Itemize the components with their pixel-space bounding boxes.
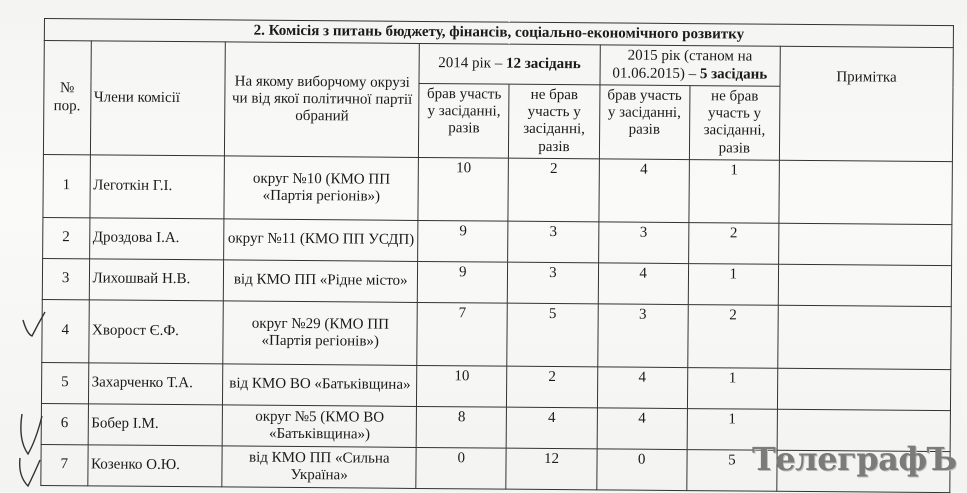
- attended-2014: 10: [418, 157, 509, 221]
- year-2014-sessions: 12 засідань: [505, 55, 581, 73]
- not-attended-2015: 2: [688, 304, 779, 368]
- header-members: Члени комісії: [90, 41, 226, 156]
- year-2015-sessions: 5 засідань: [699, 65, 768, 83]
- not-attended-2014: 2: [508, 158, 599, 222]
- member-district: округ №11 (КМО ПП УСДП): [224, 219, 418, 262]
- member-district: округ №5 (КМО ВО «Батьківщина»): [223, 405, 417, 448]
- year-2015-label: 2015 рік (станом на 01.06.2015) –: [612, 47, 753, 82]
- not-attended-2015: 1: [689, 159, 780, 223]
- member-name: Бобер І.М.: [88, 404, 223, 446]
- year-2014-label: 2014 рік –: [438, 54, 507, 72]
- not-attended-2014: 2: [507, 366, 598, 408]
- attended-2014: 10: [417, 365, 508, 407]
- row-number: 1: [43, 154, 90, 217]
- attended-2015: 4: [597, 408, 688, 450]
- note-cell: [779, 223, 952, 265]
- member-district: округ №10 (КМО ПП «Партія регіонів»): [224, 156, 418, 221]
- attended-2014: 9: [418, 220, 509, 262]
- note-cell: [779, 160, 953, 224]
- table-row: [42, 299, 951, 369]
- header-2014-not-attended: не брав участь у засіданні, разів: [509, 84, 600, 159]
- not-attended-2014: 5: [507, 303, 598, 367]
- not-attended-2015: 2: [688, 222, 779, 264]
- member-name: Захарченко Т.А.: [88, 363, 223, 405]
- member-district: від КМО ВО «Батьківщина»: [223, 364, 417, 407]
- telegraf-watermark-logo: ТелеграфЪ: [752, 440, 957, 478]
- attended-2014: 0: [416, 447, 507, 489]
- attended-2014: 8: [416, 406, 507, 448]
- table-row: [43, 154, 952, 224]
- member-name: Хворост Є.Ф.: [88, 300, 223, 364]
- member-name: Дроздова І.А.: [89, 218, 224, 260]
- note-cell: [777, 368, 950, 410]
- row-number: 3: [42, 258, 89, 299]
- attended-2015: 4: [598, 159, 689, 223]
- attended-2015: 4: [598, 263, 689, 305]
- member-name: Козенко О.Ю.: [87, 445, 222, 487]
- row-number: 2: [43, 217, 90, 258]
- member-name: Лихошвай Н.В.: [89, 259, 224, 301]
- not-attended-2015: 1: [687, 408, 778, 450]
- attended-2015: 0: [596, 449, 687, 491]
- attended-2014: 9: [417, 261, 508, 303]
- header-2015-not-attended: не брав участь у засіданні, разів: [689, 85, 780, 160]
- header-district: На якому виборчому окрузі чи від якої політичної партії обраний: [225, 42, 420, 157]
- member-name: Леготкін Г.І.: [89, 155, 224, 219]
- note-cell: [778, 305, 952, 369]
- table-row: [42, 258, 951, 306]
- attended-2015: 4: [597, 367, 688, 409]
- header-note: Примітка: [779, 47, 953, 162]
- header-year-2015: [600, 45, 781, 86]
- pen-check-mark-icon: [18, 310, 48, 340]
- not-attended-2014: 12: [506, 448, 597, 490]
- table-row: [43, 217, 952, 265]
- not-attended-2014: 3: [508, 221, 599, 263]
- row-number: 7: [41, 444, 88, 485]
- member-district: від КМО ПП «Сильна Україна»: [222, 446, 416, 489]
- commission-table: [40, 18, 954, 493]
- not-attended-2014: 3: [508, 262, 599, 304]
- row-number: 4: [42, 299, 89, 362]
- not-attended-2014: 4: [506, 407, 597, 449]
- member-district: округ №29 (КМО ПП «Партія регіонів»): [223, 301, 417, 366]
- not-attended-2015: 1: [687, 367, 778, 409]
- header-2015-attended: брав участь у засіданні, разів: [599, 85, 690, 160]
- note-cell: [778, 264, 951, 306]
- attended-2015: 3: [597, 304, 688, 368]
- member-district: від КМО ПП «Рідне місто»: [224, 260, 418, 303]
- row-number: 6: [41, 403, 88, 444]
- not-attended-2015: 5: [687, 449, 778, 491]
- header-year-2014: [419, 44, 600, 85]
- table-title: 2. Комісія з питань бюджету, фінансів, соціально-економічного розвитку: [44, 19, 953, 48]
- header-number: № пор.: [43, 41, 90, 155]
- attended-2014: 7: [417, 302, 508, 366]
- table-row: [41, 362, 950, 410]
- attended-2015: 3: [598, 222, 689, 264]
- pen-bracket-mark-icon: [14, 410, 46, 490]
- header-2014-attended: брав участь у засіданні, разів: [419, 83, 510, 158]
- row-number: 5: [41, 362, 88, 403]
- not-attended-2015: 1: [688, 263, 779, 305]
